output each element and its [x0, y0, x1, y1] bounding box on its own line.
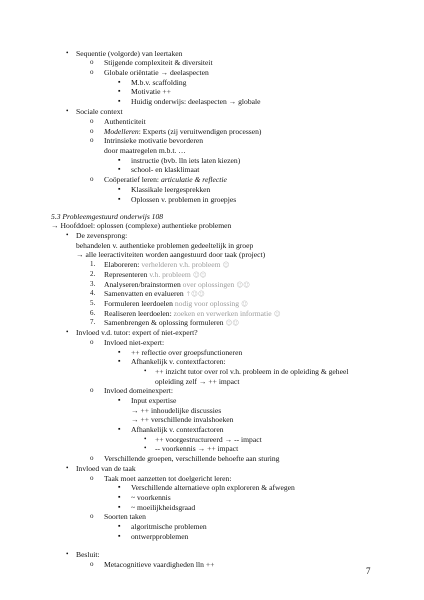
text-segment: Invloed niet-expert: — [104, 338, 165, 347]
text-segment: Invloed v.d. tutor: expert of niet-expert? — [76, 328, 198, 337]
text-line — [104, 512, 146, 521]
text-line — [51, 221, 231, 230]
list-marker: • — [66, 49, 69, 57]
list-marker: ▪ — [118, 78, 121, 86]
text-line — [155, 444, 238, 453]
list-marker: • — [66, 328, 69, 336]
smiley-icon: ☺☺ — [234, 281, 250, 289]
list-marker: 3. — [90, 280, 96, 288]
text-line — [104, 260, 229, 270]
text-line — [131, 406, 221, 415]
text-segment: Soorten taken — [104, 512, 146, 521]
text-segment: → Hoofddoel: oplossen (complexe) authentieke problemen — [51, 221, 232, 230]
list-marker: 7. — [90, 318, 96, 326]
page-number: 7 — [366, 566, 371, 576]
text-line — [76, 107, 123, 116]
list-marker: ▪ — [118, 97, 121, 105]
text-line — [131, 97, 260, 106]
list-marker: o — [90, 175, 94, 183]
text-segment: 5.3 Probleemgestuurd onderwijs 108 — [51, 212, 164, 221]
list-marker: • — [144, 435, 147, 443]
text-segment: Sociale context — [76, 107, 123, 116]
text-segment: Metacognitieve vaardigheden lln ++ — [104, 560, 215, 569]
list-marker: 5. — [90, 299, 96, 307]
text-segment: : Experts (zij veruitwendigen processen) — [138, 127, 262, 136]
list-marker: • — [66, 107, 69, 115]
text-segment: Invloed van de taak — [76, 464, 136, 473]
list-marker: ▪ — [118, 87, 121, 95]
text-segment: Motivatie ++ — [131, 87, 171, 96]
smiley-icon: ☺ — [271, 310, 281, 318]
text-line — [131, 195, 236, 204]
list-marker: o — [90, 512, 94, 520]
text-segment: Samenbrengen & oplossing formuleren — [104, 318, 226, 327]
text-segment: Afhankelijk v. contextfactoren: — [131, 357, 226, 366]
text-segment: school- en klasklimaat — [131, 165, 200, 174]
text-line — [131, 165, 199, 174]
text-segment: ~ voorkennis — [131, 493, 171, 502]
text-line — [131, 503, 195, 512]
smiley-icon: ☺ — [220, 261, 230, 269]
text-line — [104, 146, 186, 155]
text-line — [131, 415, 233, 424]
text-segment: ~ moeilijkheidsgraad — [131, 503, 196, 512]
text-segment: Sequentie (volgorde) van leertaken — [76, 49, 183, 58]
text-segment: Taak moet aanzetten tot doelgericht leren: — [104, 474, 232, 483]
smiley-icon: ↑☺☺ — [185, 290, 205, 298]
text-segment: Realiseren leerdoelen: — [104, 309, 174, 318]
text-segment: articulatie & reflectie — [160, 175, 227, 184]
list-marker: o — [90, 338, 94, 346]
text-line — [155, 367, 348, 376]
text-segment: v.h. probleem — [149, 270, 191, 279]
list-marker: o — [90, 127, 94, 135]
text-line — [131, 156, 240, 165]
text-segment: Input expertise — [131, 396, 177, 405]
text-line — [131, 357, 226, 366]
text-line — [131, 493, 171, 502]
list-marker: 2. — [90, 270, 96, 278]
text-segment: Huidig onderwijs: deelaspecten → globale — [131, 97, 261, 106]
list-marker: ▪ — [118, 357, 121, 365]
text-line — [131, 185, 210, 194]
text-line — [104, 386, 173, 395]
text-line — [76, 328, 198, 337]
text-line — [76, 250, 265, 259]
text-segment: De zevensprong: — [76, 231, 128, 240]
text-line — [131, 522, 207, 531]
text-line — [104, 117, 146, 126]
list-marker: ▪ — [118, 425, 121, 433]
text-segment: Coöperatief leren: — [104, 175, 161, 184]
text-segment: ++ reflectie over groepsfunctioneren — [131, 348, 243, 357]
list-marker: o — [90, 136, 94, 144]
text-line — [104, 68, 209, 77]
list-marker: ▪ — [118, 396, 121, 404]
text-segment: → ++ verschillende invalshoeken — [131, 415, 234, 424]
text-segment: Klassikale leergesprekken — [131, 185, 211, 194]
text-segment: Samenvatten en evalueren — [104, 289, 186, 298]
text-segment: Analyseren/brainstormen — [104, 280, 183, 289]
text-line — [104, 58, 213, 67]
smiley-icon: ☺☺ — [225, 319, 240, 327]
text-segment: verhelderen v.h. probleem — [141, 260, 221, 269]
text-segment: Globale oriëntatie → deelaspecten — [104, 68, 209, 77]
text-segment: zoeken en verwerken informatie — [173, 309, 272, 318]
text-line — [76, 241, 253, 250]
smiley-icon: ☺☺ — [190, 271, 207, 279]
section-heading — [51, 212, 163, 221]
text-segment: Oplossen v. problemen in groepjes — [131, 195, 237, 204]
list-marker: o — [90, 560, 94, 568]
text-line — [131, 532, 188, 541]
text-line — [131, 425, 224, 434]
text-segment: Verschillende alternatieve opln exploreren & afwegen — [131, 483, 295, 492]
text-line — [104, 175, 227, 184]
list-marker: • — [66, 231, 69, 239]
list-marker: • — [66, 550, 69, 558]
list-marker: o — [90, 454, 94, 462]
list-marker: o — [90, 68, 94, 76]
text-line — [104, 136, 203, 145]
text-segment: Invloed domeinexpert: — [104, 386, 173, 395]
text-segment: Intrinsieke motivatie bevorderen — [104, 136, 204, 145]
text-segment: Afhankelijk v. contextfactoren — [131, 425, 224, 434]
text-line — [155, 435, 262, 444]
text-line — [131, 87, 171, 96]
list-marker: 4. — [90, 289, 96, 297]
list-marker: ▪ — [118, 348, 121, 356]
text-segment: over oplossingen — [182, 280, 235, 289]
text-segment: ++ voorgestructureerd → -- impact — [155, 435, 262, 444]
text-line — [104, 299, 248, 309]
text-segment: behandelen v. authentieke problemen gedeeltelijk in groep — [76, 241, 254, 250]
text-line — [104, 474, 231, 483]
text-line — [76, 49, 182, 58]
list-marker: • — [144, 367, 147, 375]
list-marker: • — [66, 464, 69, 472]
text-line — [155, 377, 239, 386]
list-marker: ▪ — [118, 156, 121, 164]
text-line — [131, 78, 186, 87]
text-segment: ontwerpproblemen — [131, 532, 189, 541]
list-marker: 6. — [90, 309, 96, 317]
text-segment: M.b.v. scaffolding — [131, 78, 187, 87]
text-segment: Besluit: — [76, 550, 100, 559]
text-line — [104, 560, 214, 569]
text-line — [131, 396, 176, 405]
text-line — [104, 270, 206, 280]
smiley-icon: ☺ — [239, 300, 248, 308]
text-line — [76, 231, 127, 240]
list-marker: o — [90, 58, 94, 66]
text-segment: Stijgende complexiteit & diversiteit — [104, 58, 213, 67]
text-line — [104, 454, 279, 463]
text-segment: Verschillende groepen, verschillende behoefte aan sturing — [104, 454, 280, 463]
text-line — [76, 550, 100, 559]
list-marker: 1. — [90, 260, 96, 268]
list-marker: ▪ — [118, 165, 121, 173]
text-segment: ++ inzicht tutor over rol v.h. probleem in de opleiding & geheel — [155, 367, 349, 376]
text-line — [104, 338, 164, 347]
list-marker: o — [90, 117, 94, 125]
text-segment: opleiding zelf → ++ impact — [155, 377, 240, 386]
text-segment: Formuleren leerdoelen — [104, 299, 175, 308]
list-marker: o — [90, 474, 94, 482]
text-line — [131, 483, 295, 492]
list-marker: ▪ — [118, 522, 121, 530]
text-segment: → alle leeractiviteiten worden aangestuurd door taak (project) — [76, 250, 266, 259]
text-segment: instructie (bvb. lln iets laten kiezen) — [131, 156, 241, 165]
text-segment: door maatregelen m.b.t. … — [104, 146, 186, 155]
list-marker: ▪ — [118, 195, 121, 203]
text-segment: Modelleren — [104, 127, 139, 136]
text-segment: Authenticiteit — [104, 117, 146, 126]
list-marker: • — [144, 444, 147, 452]
text-line — [76, 464, 136, 473]
text-segment: nodig voor oplossing — [174, 299, 239, 308]
list-marker: ▪ — [118, 503, 121, 511]
text-line — [131, 348, 242, 357]
list-marker: ▪ — [118, 483, 121, 491]
text-segment: Representeren — [104, 270, 150, 279]
list-marker: ▪ — [118, 185, 121, 193]
list-marker: ▪ — [118, 532, 121, 540]
text-line — [104, 127, 261, 136]
list-marker: o — [90, 386, 94, 394]
text-segment: → ++ inhoudelijke discussies — [131, 406, 222, 415]
list-marker: ▪ — [118, 493, 121, 501]
text-segment: -- voorkennis → ++ impact — [155, 444, 239, 453]
text-line — [104, 289, 205, 299]
text-segment: algoritmische problemen — [131, 522, 207, 531]
text-line — [104, 318, 239, 328]
text-segment: Elaboreren: — [104, 260, 142, 269]
